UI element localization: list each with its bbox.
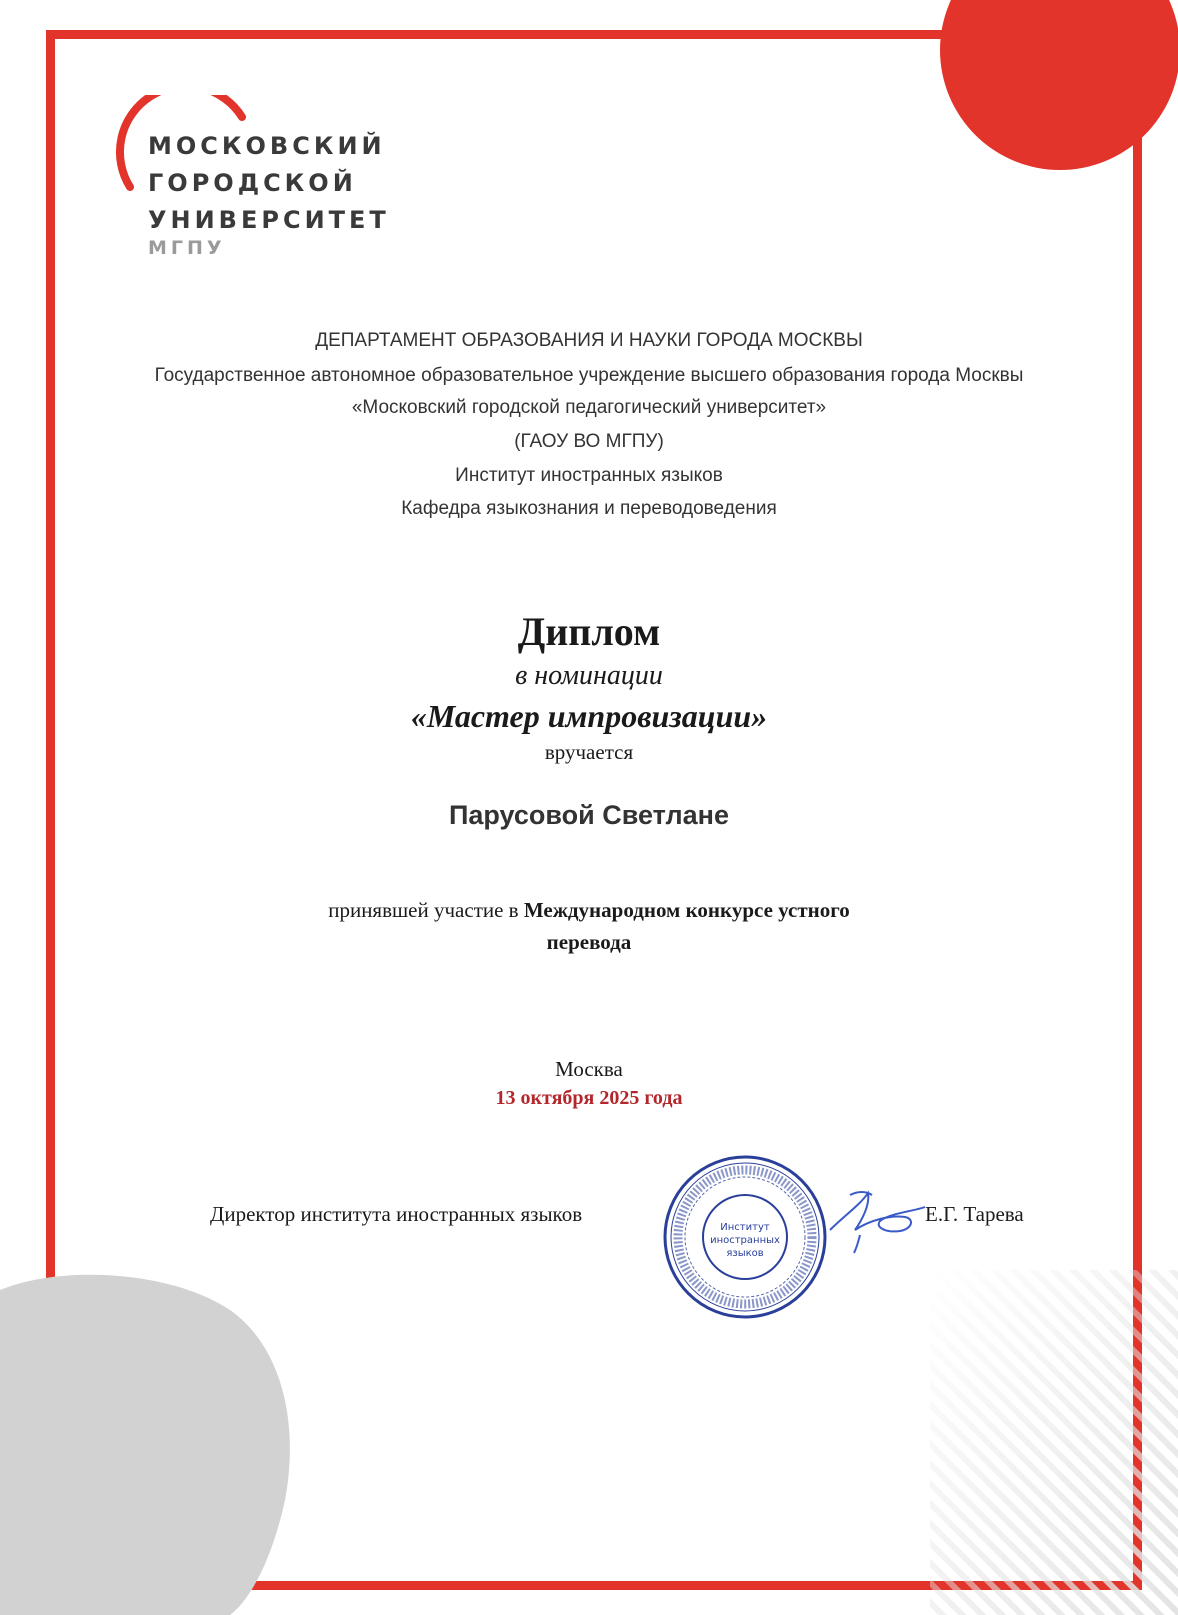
contest-name-line2-wrap — [0, 930, 1178, 955]
stamp-text-2: иностранных — [710, 1235, 780, 1246]
logo-abbreviation: МГПУ — [148, 237, 226, 259]
grey-blob-decoration — [0, 1270, 300, 1615]
city: Москва — [555, 1057, 623, 1081]
nomination-name: «Мастер импровизации» — [410, 698, 768, 734]
participation-prefix: принявшей участие в — [328, 898, 519, 922]
signatory-name: Е.Г. Тарева — [925, 1202, 1024, 1226]
institute-line: Институт иностранных языков — [455, 465, 723, 486]
chair-line: Кафедра языкознания и переводоведения — [401, 498, 777, 519]
handwritten-signature — [820, 1185, 930, 1255]
university-line: «Московский городской педагогический университет» — [351, 397, 827, 418]
signatory-position: Директор института иностранных языков — [210, 1202, 583, 1226]
logo-line-1: МОСКОВСКИЙ — [148, 132, 386, 160]
contest-name-line1: Международном конкурсе устного — [523, 898, 850, 922]
institute-stamp — [660, 1152, 830, 1322]
logo-line-2: ГОРОДСКОЙ — [148, 169, 357, 197]
nomination-prefix: в номинации — [515, 660, 663, 691]
stamp-text-3: языков — [726, 1248, 764, 1259]
diagonal-stripes-decoration — [930, 1270, 1178, 1615]
issue-date: 13 октября 2025 года — [495, 1087, 683, 1109]
contest-name-line2: перевода — [546, 930, 632, 954]
university-short-name: (ГАОУ ВО МГПУ) — [514, 431, 664, 452]
university-logo-text — [148, 128, 390, 239]
stamp-text-1: Институт — [720, 1222, 770, 1233]
participation-line — [0, 898, 1178, 923]
awarded-text: вручается — [544, 740, 634, 764]
institution-line: Государственное автономное образовательное учреждение высшего образования города Москвы — [154, 365, 1024, 386]
diploma-title: Диплом — [517, 609, 661, 654]
recipient-name: Парусовой Светлане — [448, 800, 729, 830]
logo-line-3: УНИВЕРСИТЕТ — [148, 206, 390, 234]
department-line: ДЕПАРТАМЕНТ ОБРАЗОВАНИЯ И НАУКИ ГОРОДА МОСКВЫ — [315, 330, 863, 351]
